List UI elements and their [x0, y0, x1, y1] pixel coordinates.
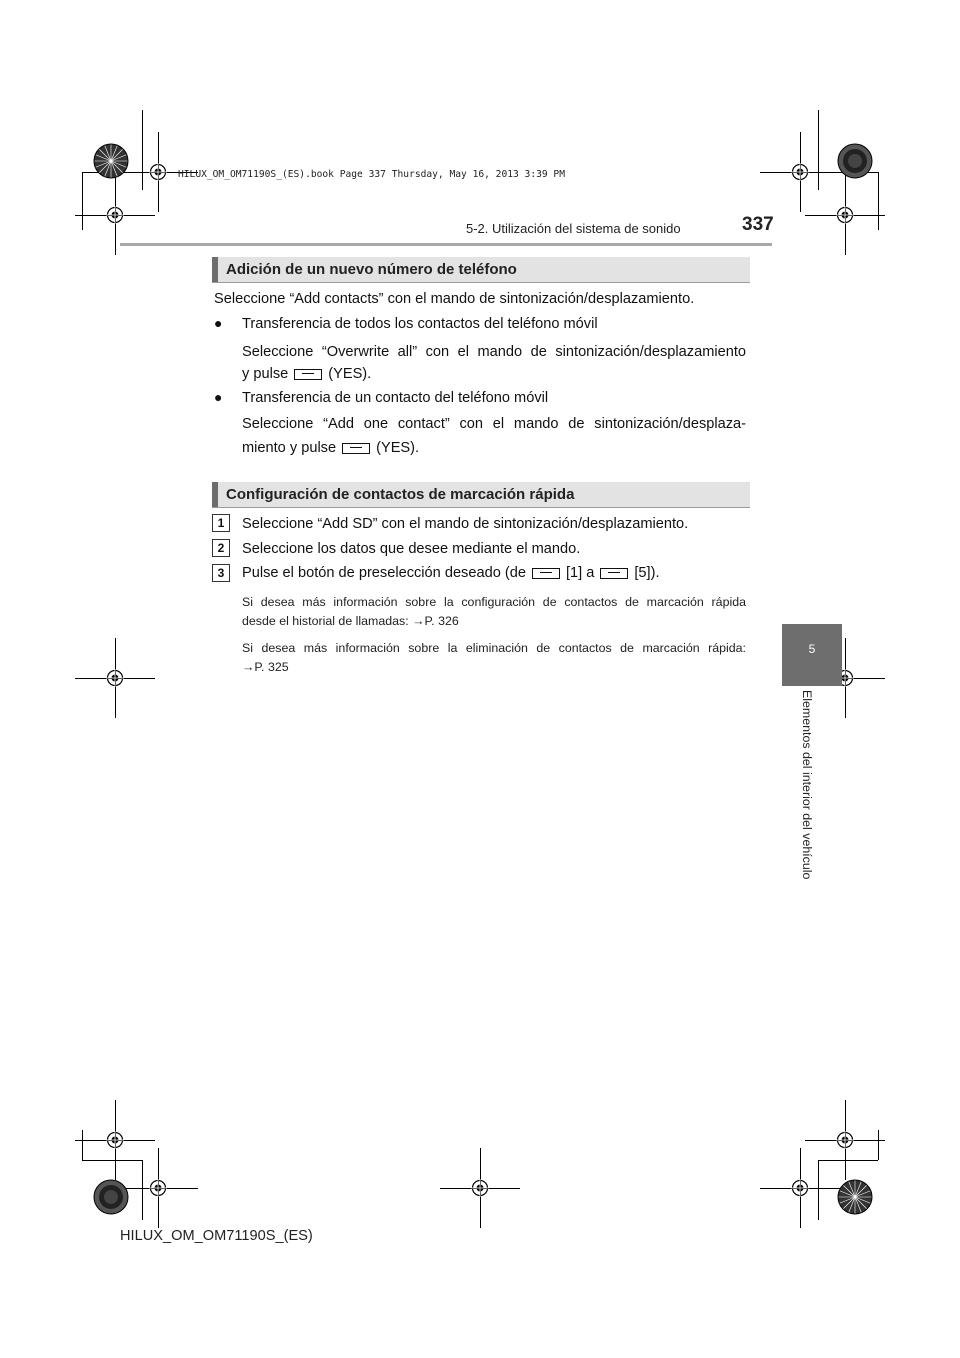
bullet-body-text: miento y pulse	[242, 440, 337, 456]
step-text	[242, 563, 660, 583]
note-line: Si desea más información sobre la configuración de contactos de marcación rápida	[242, 595, 746, 609]
preset-button-icon	[342, 443, 370, 454]
registration-target-icon	[149, 1179, 167, 1197]
section-heading-label: Adición de un nuevo número de teléfono	[226, 261, 517, 278]
chapter-tab	[782, 624, 842, 686]
registration-target-icon	[149, 163, 167, 181]
preset-button-icon	[600, 568, 628, 579]
starburst-mark-icon	[836, 142, 874, 180]
intro-text: Seleccione “Add contacts” con el mando de sintonización/desplazamiento.	[214, 291, 695, 307]
step-text-part: Pulse el botón de preselección deseado (de	[242, 565, 526, 581]
starburst-mark-icon	[92, 1178, 130, 1216]
page-number: 337	[742, 214, 774, 235]
file-stamp: HILUX_OM_OM71190S_(ES).book Page 337 Thursday, May 16, 2013 3:39 PM	[178, 169, 565, 180]
step-number-box: 1	[212, 514, 230, 532]
bullet-icon: ●	[214, 389, 223, 405]
step-text: Seleccione “Add SD” con el mando de sintonización/desplazamiento.	[242, 516, 689, 532]
note-line: →P. 325	[242, 660, 289, 674]
chapter-title: Elementos del interior del vehículo	[800, 690, 814, 880]
registration-target-icon	[791, 163, 809, 181]
bullet-icon: ●	[214, 315, 223, 331]
bullet-body-line: Seleccione “Add one contact” con el mando de sintonización/desplaza-	[242, 416, 746, 432]
preset-button-icon	[294, 369, 322, 380]
bullet-body-line	[242, 438, 419, 458]
registration-target-icon	[106, 669, 124, 687]
step-text: Seleccione los datos que desee mediante el mando.	[242, 541, 581, 557]
step-text-part: [5]).	[634, 565, 660, 581]
bullet-body-line	[242, 364, 371, 384]
section-heading-new-number	[212, 257, 750, 283]
heading-accent	[212, 257, 218, 282]
registration-target-icon	[106, 206, 124, 224]
bullet-body-text: y pulse	[242, 366, 289, 382]
registration-target-icon	[106, 1131, 124, 1149]
registration-target-icon	[836, 206, 854, 224]
step-number-box: 3	[212, 564, 230, 582]
section-heading-label: Configuración de contactos de marcación rápida	[226, 486, 575, 503]
note-line: Si desea más información sobre la eliminación de contactos de marcación rápida:	[242, 641, 746, 655]
step-text-part: [1] a	[565, 565, 595, 581]
registration-target-icon	[791, 1179, 809, 1197]
note-line: desde el historial de llamadas: →P. 326	[242, 614, 459, 628]
preset-button-icon	[532, 568, 560, 579]
heading-accent	[212, 482, 218, 507]
chapter-number: 5	[808, 642, 816, 656]
bullet-body-text: (YES).	[328, 366, 372, 382]
section-heading-speed-dial	[212, 482, 750, 508]
step-number-box: 2	[212, 539, 230, 557]
bullet-title: Transferencia de un contacto del teléfono móvil	[242, 390, 549, 406]
registration-target-icon	[836, 1131, 854, 1149]
starburst-mark-icon	[836, 1178, 874, 1216]
bullet-title: Transferencia de todos los contactos del teléfono móvil	[242, 316, 598, 332]
registration-target-icon	[471, 1179, 489, 1197]
footer-code: HILUX_OM_OM71190S_(ES)	[120, 1228, 313, 1244]
bullet-body-line: Seleccione “Overwrite all” con el mando de sintonización/desplazamiento	[242, 344, 746, 360]
starburst-mark-icon	[92, 142, 130, 180]
header-rule	[120, 243, 772, 246]
section-title: 5-2. Utilización del sistema de sonido	[466, 221, 681, 236]
bullet-body-text: (YES).	[376, 440, 420, 456]
